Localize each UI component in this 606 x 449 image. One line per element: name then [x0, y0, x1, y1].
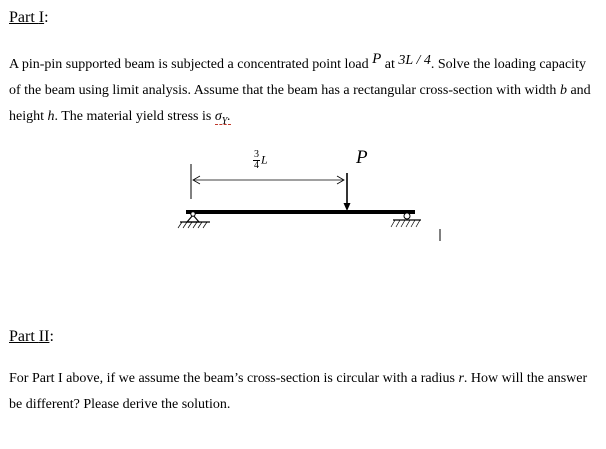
problem-text-1: A pin-pin supported beam is subjected a concentrated point load — [9, 57, 373, 72]
problem-text-4: and height — [9, 83, 591, 124]
part2-heading-roman: II — [38, 328, 50, 345]
yield-sigma: σ — [214, 109, 222, 124]
dimension-denominator: 4 — [254, 160, 259, 171]
dimension-numerator: 3 — [254, 149, 259, 160]
yield-subscript: Y — [221, 115, 228, 127]
question-text-1: For Part I above, if we assume the beam’s cross-section is circular with a radius — [9, 371, 459, 386]
right-ground-hatching — [391, 220, 420, 227]
right-roller — [404, 213, 410, 219]
load-arrow-head — [344, 203, 351, 211]
load-label: P — [356, 147, 368, 168]
radius-symbol: r — [458, 371, 464, 386]
width-symbol: b — [559, 83, 567, 98]
left-ground-hatching — [178, 222, 207, 228]
question-text-2: . How will the answer be different? Please derive the solution. — [9, 371, 588, 412]
part1-heading-prefix: Part — [9, 9, 39, 26]
height-symbol: h — [47, 109, 55, 124]
load-position: 3L / 4 — [398, 53, 431, 68]
beam — [186, 210, 415, 214]
part1-heading-roman: I — [38, 9, 45, 26]
part2-heading — [9, 328, 54, 346]
problem-text-3: . Solve the loading capacity of the beam using limit analysis. Assume that the beam has a rectangular cross-section with width — [9, 57, 586, 98]
dimension-label — [252, 150, 268, 171]
dimension-fraction — [253, 150, 260, 171]
problem-text-5: . The material yield stress is — [54, 109, 215, 124]
left-pin — [191, 212, 195, 216]
part2-heading-colon: : — [49, 328, 54, 345]
dimension-symbol: L — [261, 152, 268, 167]
part1-heading-colon: : — [44, 9, 49, 26]
part2-heading-prefix: Part — [9, 328, 39, 345]
problem-text-2: at — [381, 57, 399, 72]
load-symbol: P — [372, 51, 382, 67]
problem-text-6: . — [227, 109, 231, 124]
part2-question-text — [9, 366, 599, 418]
